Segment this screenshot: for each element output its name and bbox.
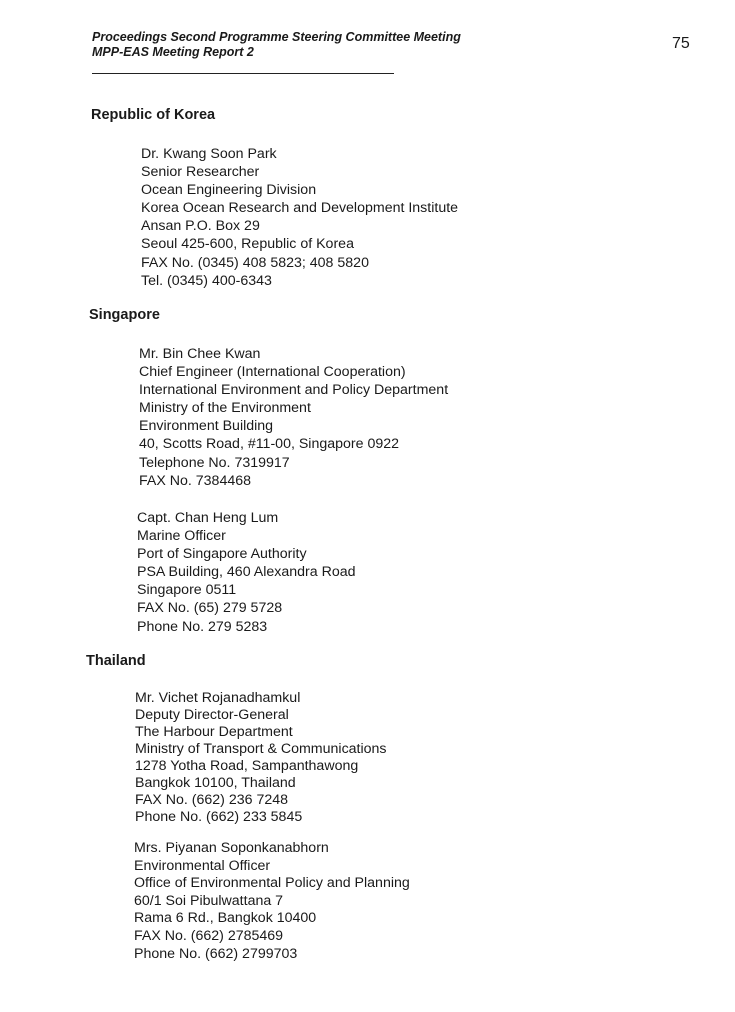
header-divider (92, 73, 394, 74)
contact-line: Environmental Officer (134, 857, 271, 874)
contact-line: The Harbour Department (135, 724, 293, 740)
contact-line: Phone No. 279 5283 (137, 618, 268, 635)
contact-line: Tel. (0345) 400-6343 (141, 272, 272, 289)
contact-line: FAX No. 7384468 (139, 472, 252, 489)
contact-line: Environment Building (139, 418, 274, 435)
contact-name: Mr. Bin Chee Kwan (139, 346, 261, 362)
contact-line: 40, Scotts Road, #11-00, Singapore 0922 (139, 436, 400, 453)
contact-entry (141, 145, 458, 290)
contact-line: Ministry of Transport & Communications (135, 741, 387, 757)
contact-line: Singapore 0511 (137, 582, 237, 599)
contact-line: Port of Singapore Authority (137, 546, 307, 563)
contact-entry (135, 690, 387, 826)
contact-entry (137, 509, 356, 636)
contact-line: Ocean Engineering Division (141, 182, 317, 199)
header-title: Proceedings Second Programme Steering Committee Meeting (92, 30, 461, 44)
contact-name: Capt. Chan Heng Lum (137, 510, 279, 526)
contact-line: Senior Researcher (141, 164, 260, 181)
contact-line: 1278 Yotha Road, Sampanthawong (135, 758, 359, 774)
contact-line: Phone No. (662) 2799703 (134, 945, 298, 962)
country-heading: Republic of Korea (91, 107, 216, 123)
contact-entry (134, 840, 410, 963)
country-heading: Singapore (89, 307, 160, 323)
contact-line: Seoul 425-600, Republic of Korea (141, 236, 354, 253)
contact-line: Telephone No. 7319917 (139, 454, 290, 471)
contact-line: Rama 6 Rd., Bangkok 10400 (134, 910, 317, 927)
contact-line: Marine Officer (137, 528, 226, 545)
contact-line: FAX No. (0345) 408 5823; 408 5820 (141, 254, 369, 271)
contact-line: Office of Environmental Policy and Planning (134, 875, 410, 892)
contact-name: Mrs. Piyanan Soponkanabhorn (134, 840, 329, 856)
contact-entry (139, 345, 448, 490)
country-heading: Thailand (86, 653, 146, 669)
contact-line: Phone No. (662) 233 5845 (135, 809, 303, 825)
contact-line: Bangkok 10100, Thailand (135, 775, 296, 791)
contact-line: FAX No. (65) 279 5728 (137, 600, 283, 617)
running-header (92, 30, 461, 60)
contact-line: Chief Engineer (International Cooperation) (139, 364, 406, 381)
contact-line: International Environment and Policy Department (139, 382, 449, 399)
contact-line: 60/1 Soi Pibulwattana 7 (134, 892, 284, 909)
page-number: 75 (672, 35, 690, 52)
header-subtitle: MPP-EAS Meeting Report 2 (92, 45, 254, 59)
contact-name: Mr. Vichet Rojanadhamkul (135, 690, 301, 706)
contact-line: FAX No. (662) 236 7248 (135, 792, 289, 808)
contact-line: Ansan P.O. Box 29 (141, 218, 260, 235)
contact-line: Korea Ocean Research and Development Institute (141, 200, 459, 217)
contact-line: FAX No. (662) 2785469 (134, 927, 284, 944)
contact-name: Dr. Kwang Soon Park (141, 146, 277, 162)
contact-line: PSA Building, 460 Alexandra Road (137, 564, 356, 581)
contact-line: Ministry of the Environment (139, 400, 311, 417)
contact-line: Deputy Director-General (135, 707, 289, 723)
